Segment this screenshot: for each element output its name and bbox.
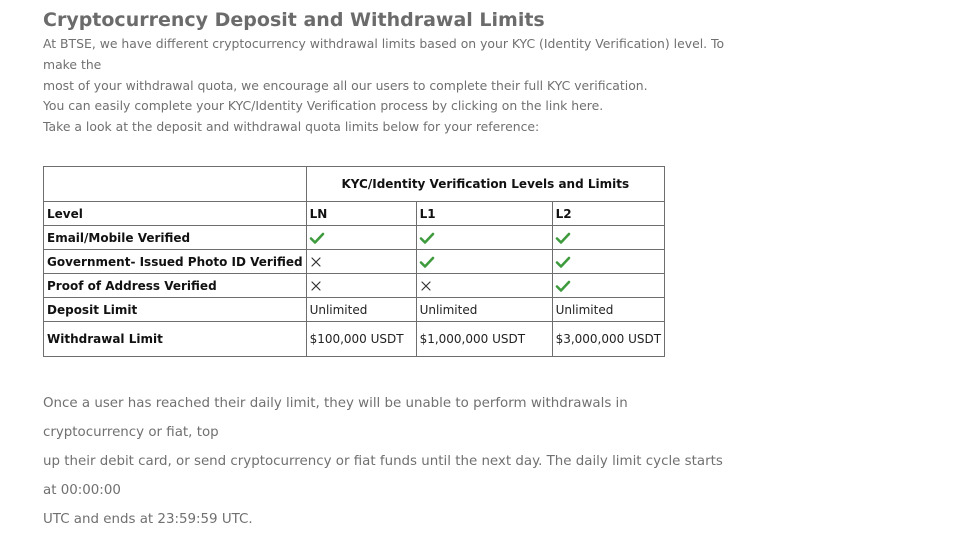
check-icon: [420, 256, 434, 268]
deposit-limit-l2: Unlimited: [552, 298, 665, 322]
withdrawal-limit-label: Withdrawal Limit: [44, 322, 307, 357]
level-l2: L2: [552, 202, 665, 226]
row-label: Government- Issued Photo ID Verified: [44, 250, 307, 274]
cross-icon: [310, 280, 322, 292]
level-label: Level: [44, 202, 307, 226]
status-cell-ln: [306, 226, 416, 250]
status-cell-ln: [306, 250, 416, 274]
withdrawal-limit-ln: $100,000 USDT: [306, 322, 416, 357]
table-row-withdrawal: [44, 322, 665, 357]
cross-icon: [420, 280, 432, 292]
table-row: [44, 226, 665, 250]
page-title: Cryptocurrency Deposit and Withdrawal Limits: [43, 9, 545, 31]
kyc-link[interactable]: here: [571, 98, 600, 113]
deposit-limit-ln: Unlimited: [306, 298, 416, 322]
withdrawal-limit-l1: $1,000,000 USDT: [416, 322, 552, 357]
verification-rows: [44, 226, 665, 298]
level-ln: LN: [306, 202, 416, 226]
row-label: Email/Mobile Verified: [44, 226, 307, 250]
table-header-row: [44, 167, 665, 202]
table-header: KYC/Identity Verification Levels and Limits: [306, 167, 665, 202]
level-l1: L1: [416, 202, 552, 226]
status-cell-l1: [416, 250, 552, 274]
table-row: [44, 250, 665, 274]
closing-line-2: up their debit card, or send cryptocurrency or fiat funds until the next day. The daily limit cycle starts at 00:00:00: [43, 454, 723, 498]
status-cell-l1: [416, 274, 552, 298]
intro-line-2: most of your withdrawal quota, we encourage all our users to complete their full KYC verification.: [43, 78, 648, 93]
table-row: [44, 274, 665, 298]
status-cell-l1: [416, 226, 552, 250]
table-corner-cell: [44, 167, 307, 202]
check-icon: [556, 280, 570, 292]
kyc-limits-table: [43, 166, 665, 357]
cross-icon: [310, 256, 322, 268]
closing-line-1: Once a user has reached their daily limit, they will be unable to perform withdrawals in cryptocurrency or fiat, top: [43, 396, 628, 440]
status-cell-l2: [552, 226, 665, 250]
row-label: Proof of Address Verified: [44, 274, 307, 298]
check-icon: [556, 256, 570, 268]
check-icon: [310, 232, 324, 244]
status-cell-l2: [552, 250, 665, 274]
closing-line-3: UTC and ends at 23:59:59 UTC.: [43, 512, 253, 527]
closing-paragraph: [43, 389, 733, 534]
intro-line-1: At BTSE, we have different cryptocurrency withdrawal limits based on your KYC (Identity Verification) level. To make the: [43, 36, 725, 72]
kyc-paragraph: [43, 95, 743, 116]
status-cell-ln: [306, 274, 416, 298]
deposit-limit-l1: Unlimited: [416, 298, 552, 322]
reference-paragraph: Take a look at the deposit and withdrawal quota limits below for your reference:: [43, 119, 540, 134]
kyc-suffix: .: [599, 98, 604, 113]
intro-paragraph: [43, 33, 743, 96]
check-icon: [556, 232, 570, 244]
table-row-deposit: [44, 298, 665, 322]
kyc-text: You can easily complete your KYC/Identity Verification process by clicking on the link: [43, 98, 572, 113]
table-row-level: [44, 202, 665, 226]
check-icon: [420, 232, 434, 244]
status-cell-l2: [552, 274, 665, 298]
deposit-limit-label: Deposit Limit: [44, 298, 307, 322]
withdrawal-limit-l2: $3,000,000 USDT: [552, 322, 665, 357]
